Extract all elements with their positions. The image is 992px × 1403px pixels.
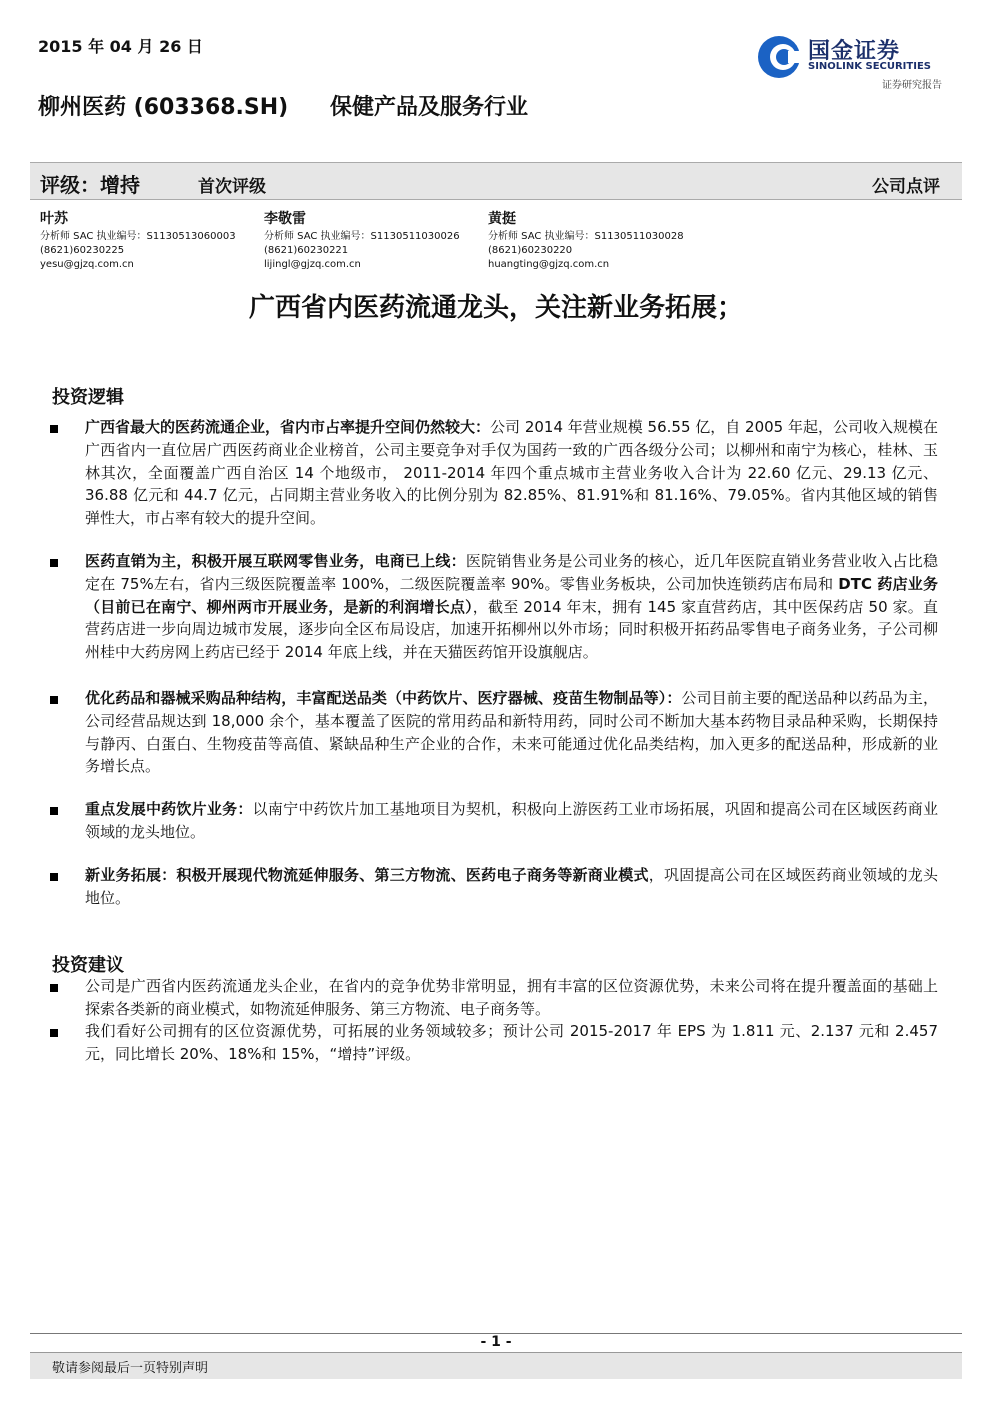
bullet-icon xyxy=(50,873,58,881)
bullet-icon xyxy=(50,1029,58,1037)
report-headline: 广西省内医药流通龙头，关注新业务拓展； xyxy=(248,293,743,323)
section-title-logic: 投资逻辑 xyxy=(52,387,124,408)
analyst-sac: 分析师 SAC 执业编号：S1130511030028 xyxy=(488,231,684,242)
logo-en-text: SINOLINK SECURITIES xyxy=(808,61,931,72)
bullet-icon xyxy=(50,984,58,992)
logic-item-bold: 新业务拓展：积极开展现代物流延伸服务、第三方物流、医药电子商务等新商业模式 xyxy=(85,866,649,884)
analyst-card xyxy=(264,208,460,272)
report-date: 2015 年 04 月 26 日 xyxy=(38,37,203,56)
logic-item xyxy=(85,864,938,910)
logic-item-text: 公司目前主要的配送品种以药品为主，公司经营品规达到 18,000 余个，基本覆盖了医院的常用药品和新特用药，同时公司不断加大基本药物目录品种采购，长期保持与静丙、白蛋白、生物疫苗等高值、紧缺品种生产企业的合作，未来可能通过优化品类结构，加入更多的配送品种，形成新的业务增长点。 xyxy=(85,689,938,776)
logic-item xyxy=(85,550,938,664)
logic-item xyxy=(85,687,938,778)
logic-item-bold: 医药直销为主，积极开展互联网零售业务，电商已上线： xyxy=(85,552,466,570)
section-title-advice: 投资建议 xyxy=(52,955,124,976)
first-rating-label: 首次评级 xyxy=(198,177,266,197)
analyst-name: 黄挺 xyxy=(488,211,516,227)
logic-item-bold: 优化药品和器械采购品种结构，丰富配送品类（中药饮片、医疗器械、疫苗生物制品等）： xyxy=(85,689,682,707)
sinolink-logo-icon xyxy=(756,34,802,80)
logic-item-text: ，截至 2014 年末，拥有 145 家直营药店，其中医保药店 50 家。直营药店进一步向周边城市发展，逐步向全区布局设店，加速开拓柳州以外市场；同时积极开拓药品零售电子商务业务，子公司柳州桂中大药房网上药店已经于 2014 年底上线，并在天猫医药馆开设旗舰店。 xyxy=(85,597,938,662)
disclaimer-note: 敬请参阅最后一页特别声明 xyxy=(52,1361,209,1376)
logic-item-bold: 广西省最大的医药流通企业，省内市占率提升空间仍然较大： xyxy=(85,418,491,436)
bullet-icon xyxy=(50,696,58,704)
analyst-card xyxy=(40,208,236,272)
rating-bar xyxy=(30,162,962,200)
analyst-sac: 分析师 SAC 执业编号：S1130513060003 xyxy=(40,231,236,242)
logo-cn-text: 国金证券 xyxy=(808,39,901,64)
analyst-card xyxy=(488,208,684,272)
bullet-icon xyxy=(50,425,58,433)
industry-name: 保健产品及服务行业 xyxy=(330,95,529,120)
analyst-email[interactable]: lijingl@gjzq.com.cn xyxy=(264,259,361,270)
bullet-icon xyxy=(50,807,58,815)
analyst-phone: (8621)60230220 xyxy=(488,245,573,256)
analyst-name: 叶苏 xyxy=(40,211,68,227)
logic-item-text: 医院销售业务是公司业务的核心，近几年医院直销业务营业收入占比稳定在 75%左右，省内三级医院覆盖率 100%，二级医院覆盖率 90%。零售业务板块，公司加快连锁药店布局和 xyxy=(85,552,938,593)
logic-item xyxy=(85,798,938,844)
footer-bar xyxy=(30,1352,962,1379)
analyst-sac: 分析师 SAC 执业编号：S1130511030026 xyxy=(264,231,460,242)
logic-item xyxy=(85,416,938,530)
logic-item-text: ，巩固提高公司在区域医药商业领域的龙头地位。 xyxy=(85,866,938,907)
analyst-email[interactable]: yesu@gjzq.com.cn xyxy=(40,259,134,270)
logic-item-text: 公司 2014 年营业规模 56.55 亿，自 2005 年起，公司收入规模在广西省内一直位居广西医药商业企业榜首，公司主要竞争对手仅为国药一致的广西各级分公司；以柳州和南宁为核心，桂林、玉林其次，全面覆盖广西自治区 14 个地级市， 2011-2014 年四个重点城市主营业务收入合计为 22.60 亿元、29.13 亿元、36.88 亿元和 44.7 亿元，占同期主营业务收入的比例分别为 82.85%、81.91%和 81.16%、79.05%。省内其他区域的销售弹性大，市占率有较大的提升空间。 xyxy=(85,418,938,528)
stock-name: 柳州医药 (603368.SH) xyxy=(38,95,289,120)
page-number: - 1 - xyxy=(480,1334,512,1350)
logic-item-text: 以南宁中药饮片加工基地项目为契机，积极向上游医药工业市场拓展，巩固和提高公司在区域医药商业领域的龙头地位。 xyxy=(85,800,938,841)
analyst-phone: (8621)60230221 xyxy=(264,245,349,256)
logic-item-bold-inline: DTC 药店业务（目前已在南宁、柳州两市开展业务，是新的利润增长点） xyxy=(85,574,938,616)
advice-item: 公司是广西省内医药流通龙头企业，在省内的竞争优势非常明显，拥有丰富的区位资源优势，未来公司将在提升覆盖面的基础上探索各类新的商业模式，如物流延伸服务、第三方物流、电子商务等。 xyxy=(85,977,938,1018)
logo-subtitle: 证券研究报告 xyxy=(882,80,942,91)
bullet-icon xyxy=(50,559,58,567)
advice-item: 我们看好公司拥有的区位资源优势，可拓展的业务领域较多；预计公司 2015-2017 年 EPS 为 1.811 元、2.137 元和 2.457 元，同比增长 20%、18%和 15%，“增持”评级。 xyxy=(85,1022,938,1063)
analyst-name: 李敬雷 xyxy=(264,211,306,227)
rating-label: 评级：增持 xyxy=(40,173,140,197)
report-type-label: 公司点评 xyxy=(872,177,940,197)
logic-item-bold: 重点发展中药饮片业务： xyxy=(85,800,253,818)
analyst-phone: (8621)60230225 xyxy=(40,245,125,256)
company-logo xyxy=(756,30,946,92)
analyst-email[interactable]: huangting@gjzq.com.cn xyxy=(488,259,610,270)
